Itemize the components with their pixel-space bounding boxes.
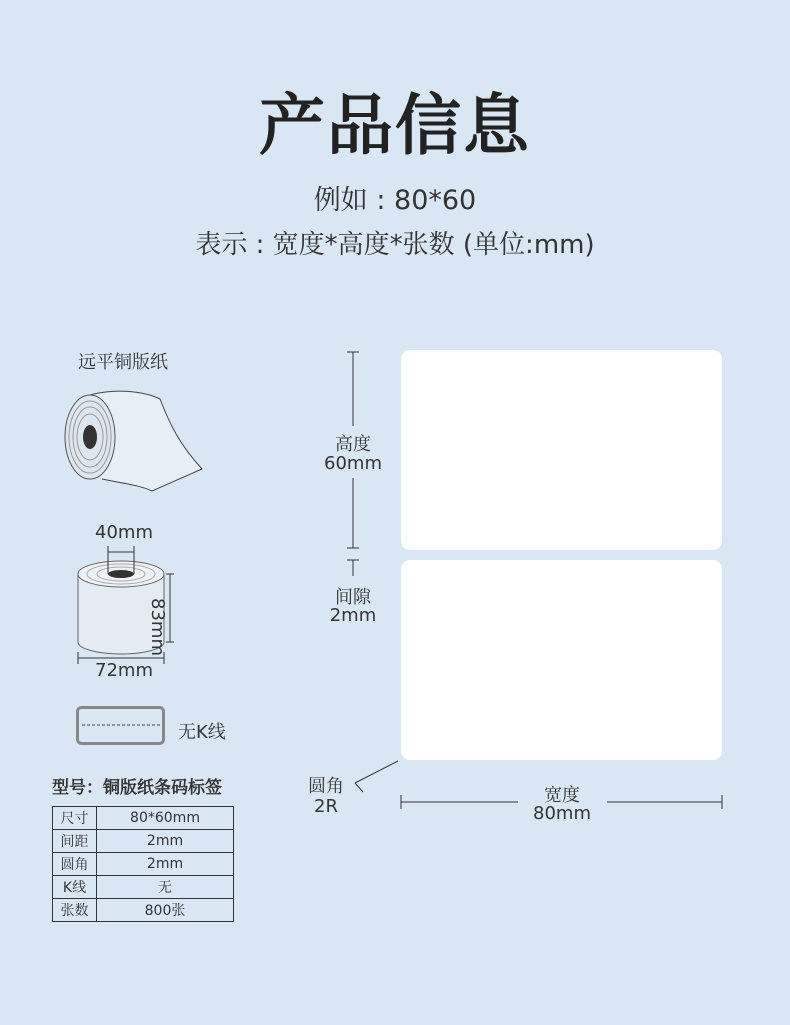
width-value: 80mm xyxy=(533,803,591,824)
table-row xyxy=(53,876,234,899)
gap-value: 2mm xyxy=(329,605,377,626)
page-title: 产品信息 xyxy=(259,87,531,164)
table-row xyxy=(53,853,234,876)
core-diameter-label: 40mm xyxy=(95,522,153,543)
example-line: 例如 : 80*60 xyxy=(313,185,477,216)
roll-width-label: 72mm xyxy=(95,660,153,681)
no-k-line-label: 无K线 xyxy=(178,722,226,743)
spec-key: 张数 xyxy=(53,899,97,922)
corner-name: 圆角 xyxy=(308,776,344,797)
spec-table xyxy=(52,806,234,922)
model-label: 型号：铜版纸条码标签 xyxy=(52,778,222,798)
table-row xyxy=(53,807,234,830)
spec-value: 80*60mm xyxy=(97,807,234,830)
spec-key: 尺寸 xyxy=(53,807,97,830)
corner-value: 2R xyxy=(314,796,338,817)
spec-value: 2mm xyxy=(97,830,234,853)
table-row xyxy=(53,899,234,922)
spec-value: 无 xyxy=(97,876,234,899)
roll-dimension-icon xyxy=(70,542,200,672)
gap-name: 间隙 xyxy=(335,587,371,608)
spec-value: 2mm xyxy=(97,853,234,876)
table-row xyxy=(53,830,234,853)
paper-roll-icon xyxy=(60,385,210,495)
width-name: 宽度 xyxy=(544,785,580,806)
height-name: 高度 xyxy=(335,434,371,455)
height-value: 60mm xyxy=(324,453,382,474)
paper-type-label: 远平铜版纸 xyxy=(78,352,168,373)
spec-key: 间距 xyxy=(53,830,97,853)
spec-value: 800张 xyxy=(97,899,234,922)
roll-height-label: 83mm xyxy=(147,598,168,656)
spec-key: K线 xyxy=(53,876,97,899)
spec-key: 圆角 xyxy=(53,853,97,876)
no-k-line-icon xyxy=(76,706,166,746)
format-line: 表示 : 宽度*高度*张数 (单位:mm) xyxy=(195,230,595,260)
